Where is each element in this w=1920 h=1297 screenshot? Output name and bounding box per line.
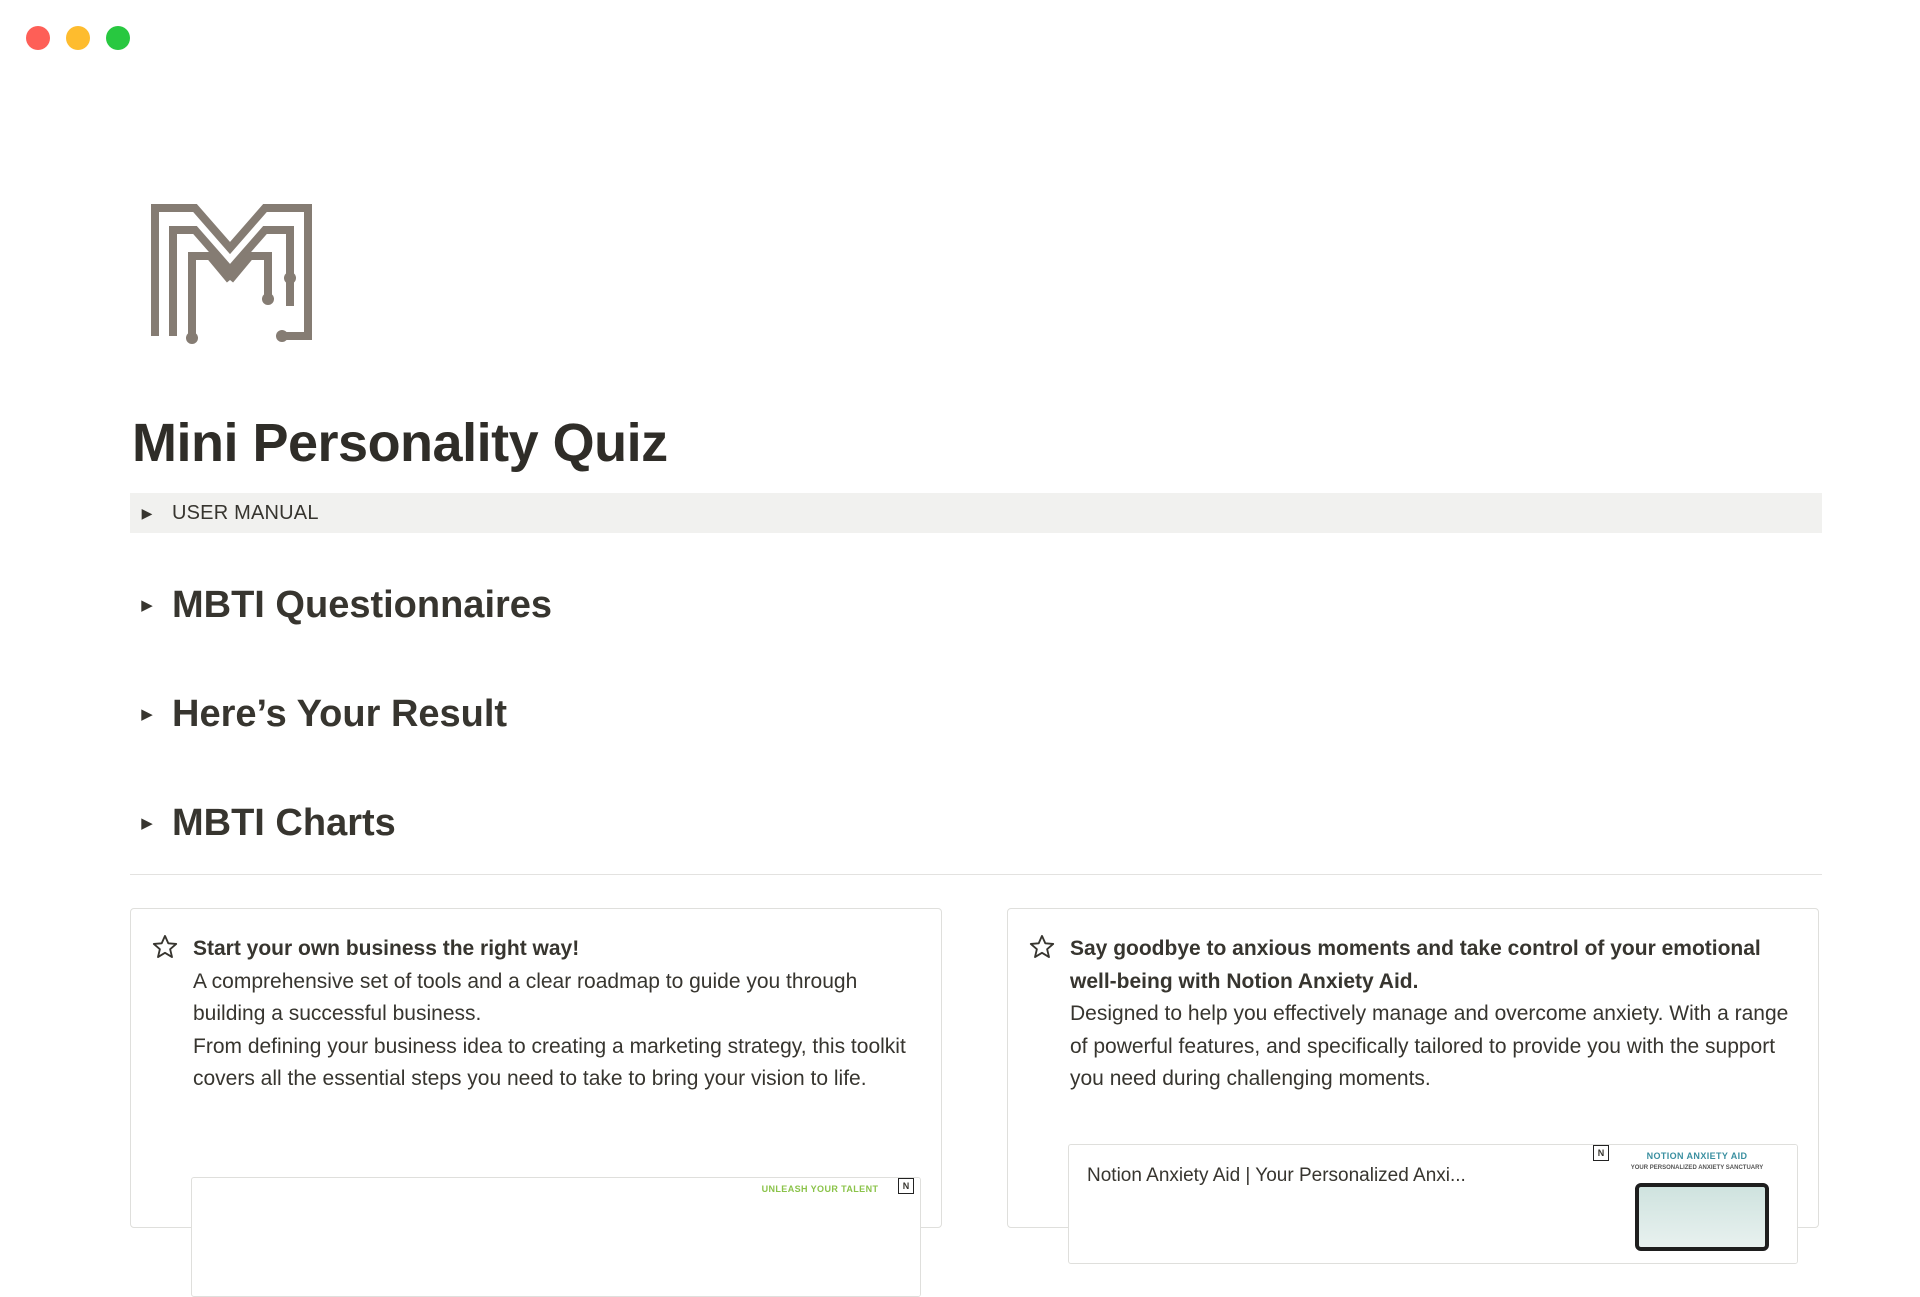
- card-text: [193, 933, 913, 1096]
- toggle-heres-your-result[interactable]: [130, 687, 507, 741]
- notion-logo-icon: N: [898, 1178, 914, 1194]
- promo-card-anxiety-aid: [1007, 908, 1819, 1228]
- star-icon: [1028, 933, 1056, 961]
- promo-card-business: [130, 908, 942, 1228]
- maximize-window-button[interactable]: [106, 26, 130, 50]
- toggle-user-manual-label: USER MANUAL: [172, 501, 319, 524]
- toggle-user-manual[interactable]: [130, 493, 1822, 533]
- card-headline: Say goodbye to anxious moments and take control of your emotional well-being with Notion Anxiety Aid.: [1070, 937, 1761, 993]
- thumb-label: UNLEASH YOUR TALENT: [761, 1184, 879, 1194]
- m-logo-icon[interactable]: [140, 196, 320, 346]
- close-window-button[interactable]: [26, 26, 50, 50]
- notion-logo-icon: N: [1593, 1145, 1609, 1161]
- star-icon: [151, 933, 179, 961]
- window-controls: [26, 26, 130, 50]
- toggle-heading-label: MBTI Questionnaires: [172, 583, 553, 626]
- thumb-device-screen: [1635, 1183, 1769, 1251]
- toggle-mbti-questionnaires[interactable]: [130, 578, 552, 632]
- thumb-sublabel: YOUR PERSONALIZED ANXIETY SANCTUARY: [1630, 1165, 1764, 1171]
- divider: [130, 874, 1822, 875]
- page-title: Mini Personality Quiz: [132, 413, 668, 473]
- toggle-arrow-icon[interactable]: ▶: [141, 597, 153, 614]
- toggle-arrow-icon[interactable]: ▶: [141, 504, 153, 521]
- toggle-arrow-icon[interactable]: ▶: [141, 706, 153, 723]
- bookmark-title: Notion Anxiety Aid | Your Personalized Anxi...: [1087, 1165, 1466, 1186]
- toggle-heading-label: Here’s Your Result: [172, 692, 508, 735]
- bookmark-link[interactable]: [191, 1177, 921, 1297]
- toggle-mbti-charts[interactable]: [130, 796, 396, 850]
- card-paragraph: A comprehensive set of tools and a clear roadmap to guide you through building a successful business.: [193, 969, 858, 1025]
- toggle-heading-label: MBTI Charts: [172, 801, 396, 844]
- card-paragraph: Designed to help you effectively manage and overcome anxiety. With a range of powerful features, and specifically tailored to provide you with the support you need during challenging moments.: [1070, 1002, 1789, 1090]
- minimize-window-button[interactable]: [66, 26, 90, 50]
- thumb-label: NOTION ANXIETY AID: [1646, 1151, 1748, 1161]
- bookmark-link[interactable]: [1068, 1144, 1798, 1264]
- card-headline: Start your own business the right way!: [193, 937, 580, 960]
- toggle-arrow-icon[interactable]: ▶: [141, 815, 153, 832]
- card-paragraph: From defining your business idea to creating a marketing strategy, this toolkit covers all the essential steps you need to take to bring your vision to life.: [193, 1034, 906, 1090]
- bookmark-thumbnail: [1597, 1145, 1797, 1264]
- card-text: [1070, 933, 1790, 1096]
- bookmark-thumbnail: [720, 1178, 920, 1297]
